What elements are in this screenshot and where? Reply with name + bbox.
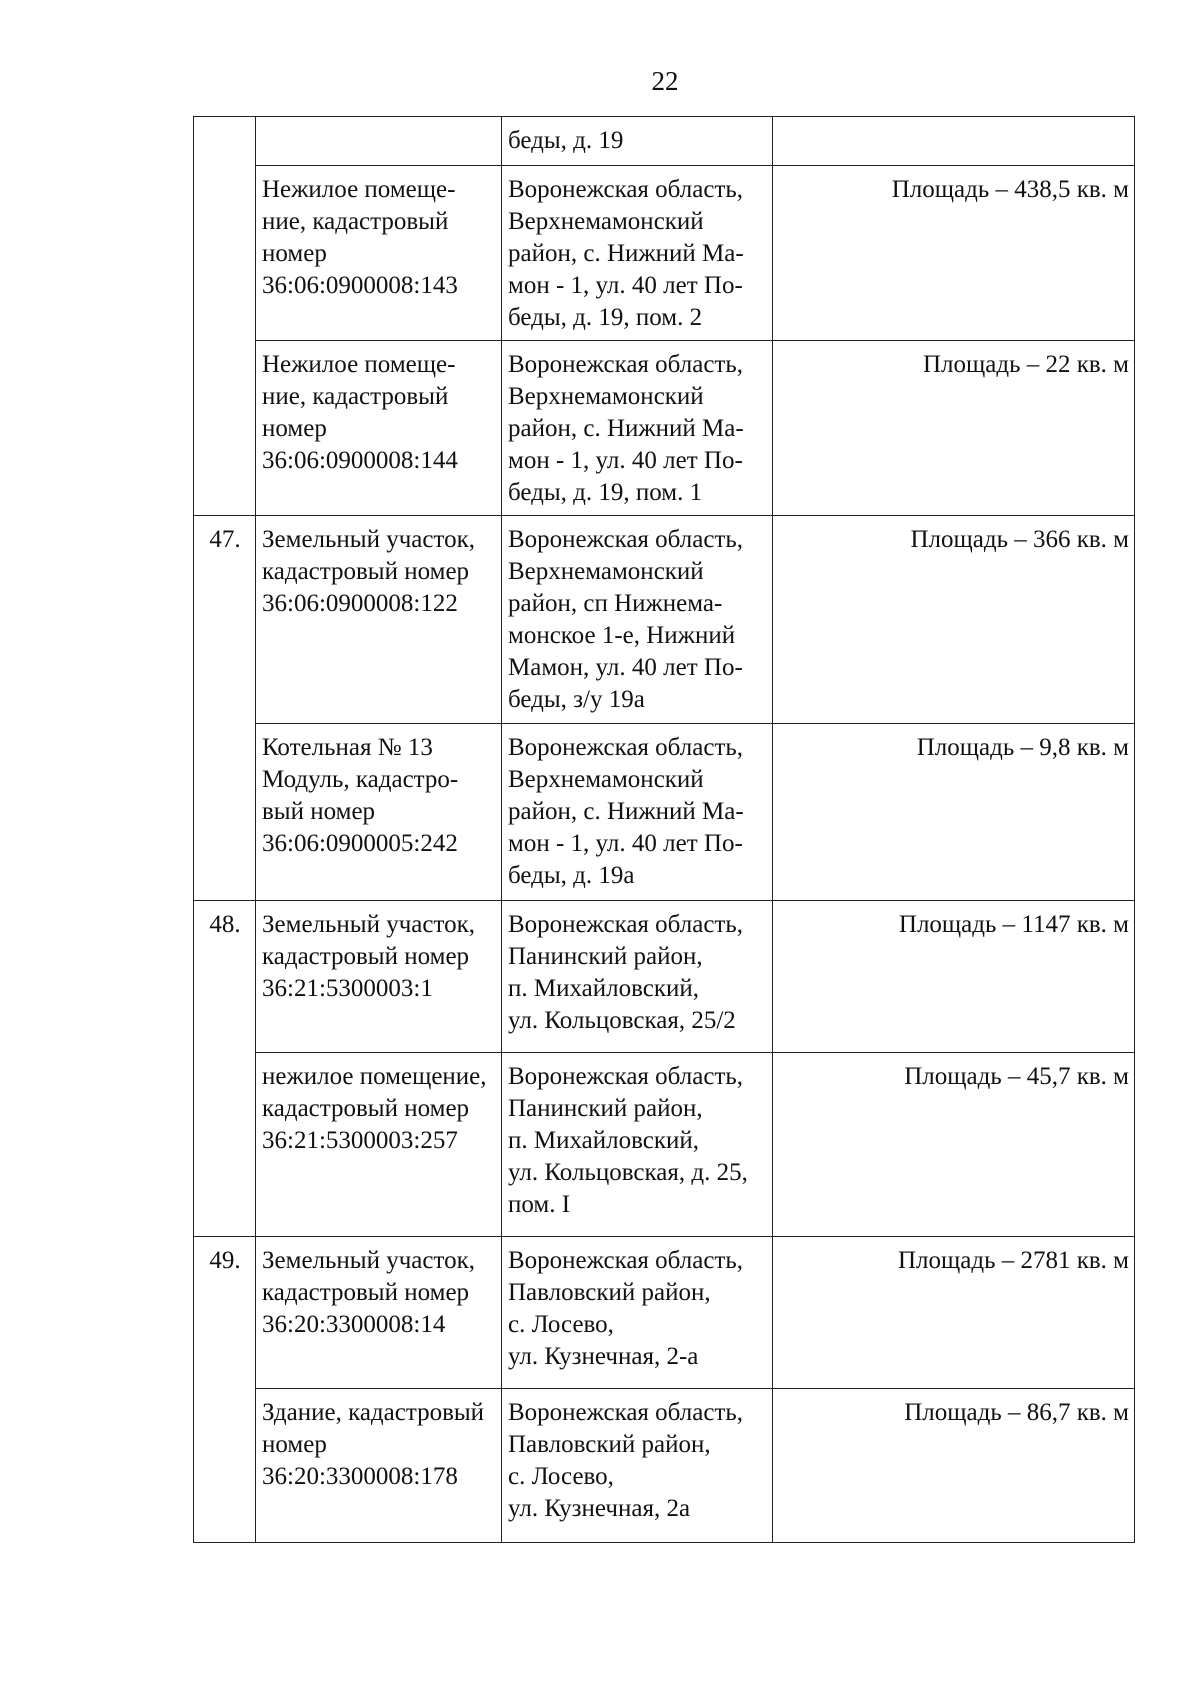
address-line: мон - 1, ул. 40 лет По-	[508, 272, 743, 299]
table-row	[194, 117, 1135, 166]
address-line: Воронежская область,	[508, 351, 744, 378]
address-line: Воронежская область,	[508, 1247, 744, 1274]
address-line: Воронежская область,	[508, 176, 744, 203]
address-line: беды, д. 19, пом. 1	[508, 479, 703, 506]
property-table	[193, 116, 1135, 1543]
address-cell	[502, 1237, 773, 1389]
object-line: Нежилое помеще-	[262, 176, 456, 203]
address-cell	[502, 166, 773, 341]
object-cell	[256, 166, 502, 341]
address-line: район, сп Нижнема-	[508, 590, 723, 617]
table-row	[194, 166, 1135, 341]
address-line: Верхнемамонский	[508, 766, 704, 793]
table-row	[194, 901, 1135, 1053]
object-line: вый номер	[262, 798, 376, 825]
address-cell	[502, 1389, 773, 1543]
address-line: Воронежская область,	[508, 1399, 744, 1426]
address-line: с. Лосево,	[508, 1463, 614, 1490]
table-row	[194, 1237, 1135, 1389]
object-line: нежилое помещение,	[262, 1063, 487, 1090]
address-line: пом. I	[508, 1191, 571, 1218]
address-line: Верхнемамонский	[508, 208, 704, 235]
object-cell	[256, 1389, 502, 1543]
object-line: ние, кадастровый	[262, 208, 449, 235]
object-cell	[256, 516, 502, 724]
area-cell: Площадь – 9,8 кв. м	[773, 724, 1135, 901]
table-row	[194, 724, 1135, 901]
address-cell	[502, 117, 773, 166]
address-line: ул. Кольцовская, 25/2	[508, 1007, 736, 1034]
area-cell: Площадь – 45,7 кв. м	[773, 1053, 1135, 1237]
address-cell	[502, 341, 773, 516]
object-line: 36:06:0900008:122	[262, 590, 458, 617]
object-line: кадастровый номер	[262, 1279, 470, 1306]
address-line: Воронежская область,	[508, 526, 744, 553]
area-cell: Площадь – 22 кв. м	[773, 341, 1135, 516]
object-cell	[256, 1053, 502, 1237]
address-line: Мамон, ул. 40 лет По-	[508, 654, 743, 681]
object-line: номер	[262, 240, 327, 267]
object-line: Земельный участок,	[262, 526, 475, 553]
address-line: ул. Кузнечная, 2-а	[508, 1343, 699, 1370]
row-number: 48.	[194, 901, 256, 1237]
address-line: ул. Кузнечная, 2а	[508, 1495, 691, 1522]
table-row	[194, 341, 1135, 516]
object-line: Модуль, кадастро-	[262, 766, 459, 793]
object-line: 36:21:5300003:257	[262, 1127, 458, 1154]
object-line: кадастровый номер	[262, 943, 470, 970]
address-line: мон - 1, ул. 40 лет По-	[508, 830, 743, 857]
address-line: Панинский район,	[508, 943, 703, 970]
address-line: п. Михайловский,	[508, 1127, 700, 1154]
address-line: Павловский район,	[508, 1431, 711, 1458]
address-line: Павловский район,	[508, 1279, 711, 1306]
object-line: 36:20:3300008:14	[262, 1311, 446, 1338]
row-number: 47.	[194, 516, 256, 901]
object-line: ние, кадастровый	[262, 383, 449, 410]
address-line: п. Михайловский,	[508, 975, 700, 1002]
address-line: беды, д. 19, пом. 2	[508, 304, 703, 331]
address-line: Панинский район,	[508, 1095, 703, 1122]
object-cell	[256, 341, 502, 516]
object-line: номер	[262, 1431, 327, 1458]
object-line: 36:20:3300008:178	[262, 1463, 458, 1490]
table-row	[194, 1389, 1135, 1543]
address-line: район, с. Нижний Ма-	[508, 415, 744, 442]
address-line: ул. Кольцовская, д. 25,	[508, 1159, 748, 1186]
address-line: с. Лосево,	[508, 1311, 614, 1338]
object-line: кадастровый номер	[262, 1095, 470, 1122]
address-line: монское 1-е, Нижний	[508, 622, 736, 649]
address-line: Воронежская область,	[508, 1063, 744, 1090]
address-cell	[502, 1053, 773, 1237]
address-line: мон - 1, ул. 40 лет По-	[508, 447, 743, 474]
address-line: Воронежская область,	[508, 734, 744, 761]
address-line: район, с. Нижний Ма-	[508, 798, 744, 825]
area-cell: Площадь – 2781 кв. м	[773, 1237, 1135, 1389]
address-line: Верхнемамонский	[508, 558, 704, 585]
area-cell: Площадь – 438,5 кв. м	[773, 166, 1135, 341]
object-cell	[256, 724, 502, 901]
page-number: 22	[651, 66, 679, 96]
object-cell	[256, 901, 502, 1053]
object-line: 36:06:0900008:143	[262, 272, 458, 299]
object-line: 36:06:0900008:144	[262, 447, 458, 474]
address-line: беды, з/у 19а	[508, 686, 645, 713]
object-line: кадастровый номер	[262, 558, 470, 585]
object-line: Котельная № 13	[262, 734, 433, 761]
row-number	[194, 117, 256, 516]
object-line: 36:06:0900005:242	[262, 830, 458, 857]
object-line: номер	[262, 415, 327, 442]
address-cell	[502, 901, 773, 1053]
address-line: беды, д. 19а	[508, 862, 635, 889]
object-line: Нежилое помеще-	[262, 351, 456, 378]
address-line: Верхнемамонский	[508, 383, 704, 410]
object-line: Земельный участок,	[262, 1247, 475, 1274]
area-cell: Площадь – 366 кв. м	[773, 516, 1135, 724]
address-line: Воронежская область,	[508, 911, 744, 938]
area-cell: Площадь – 86,7 кв. м	[773, 1389, 1135, 1543]
address-line: беды, д. 19	[508, 127, 624, 154]
address-cell	[502, 516, 773, 724]
table-row	[194, 1053, 1135, 1237]
object-cell	[256, 1237, 502, 1389]
area-cell: Площадь – 1147 кв. м	[773, 901, 1135, 1053]
object-line: Земельный участок,	[262, 911, 475, 938]
object-cell	[256, 117, 502, 166]
area-cell	[773, 117, 1135, 166]
address-cell	[502, 724, 773, 901]
row-number: 49.	[194, 1237, 256, 1543]
object-line: 36:21:5300003:1	[262, 975, 433, 1002]
address-line: район, с. Нижний Ма-	[508, 240, 744, 267]
table-row	[194, 516, 1135, 724]
object-line: Здание, кадастровый	[262, 1399, 485, 1426]
